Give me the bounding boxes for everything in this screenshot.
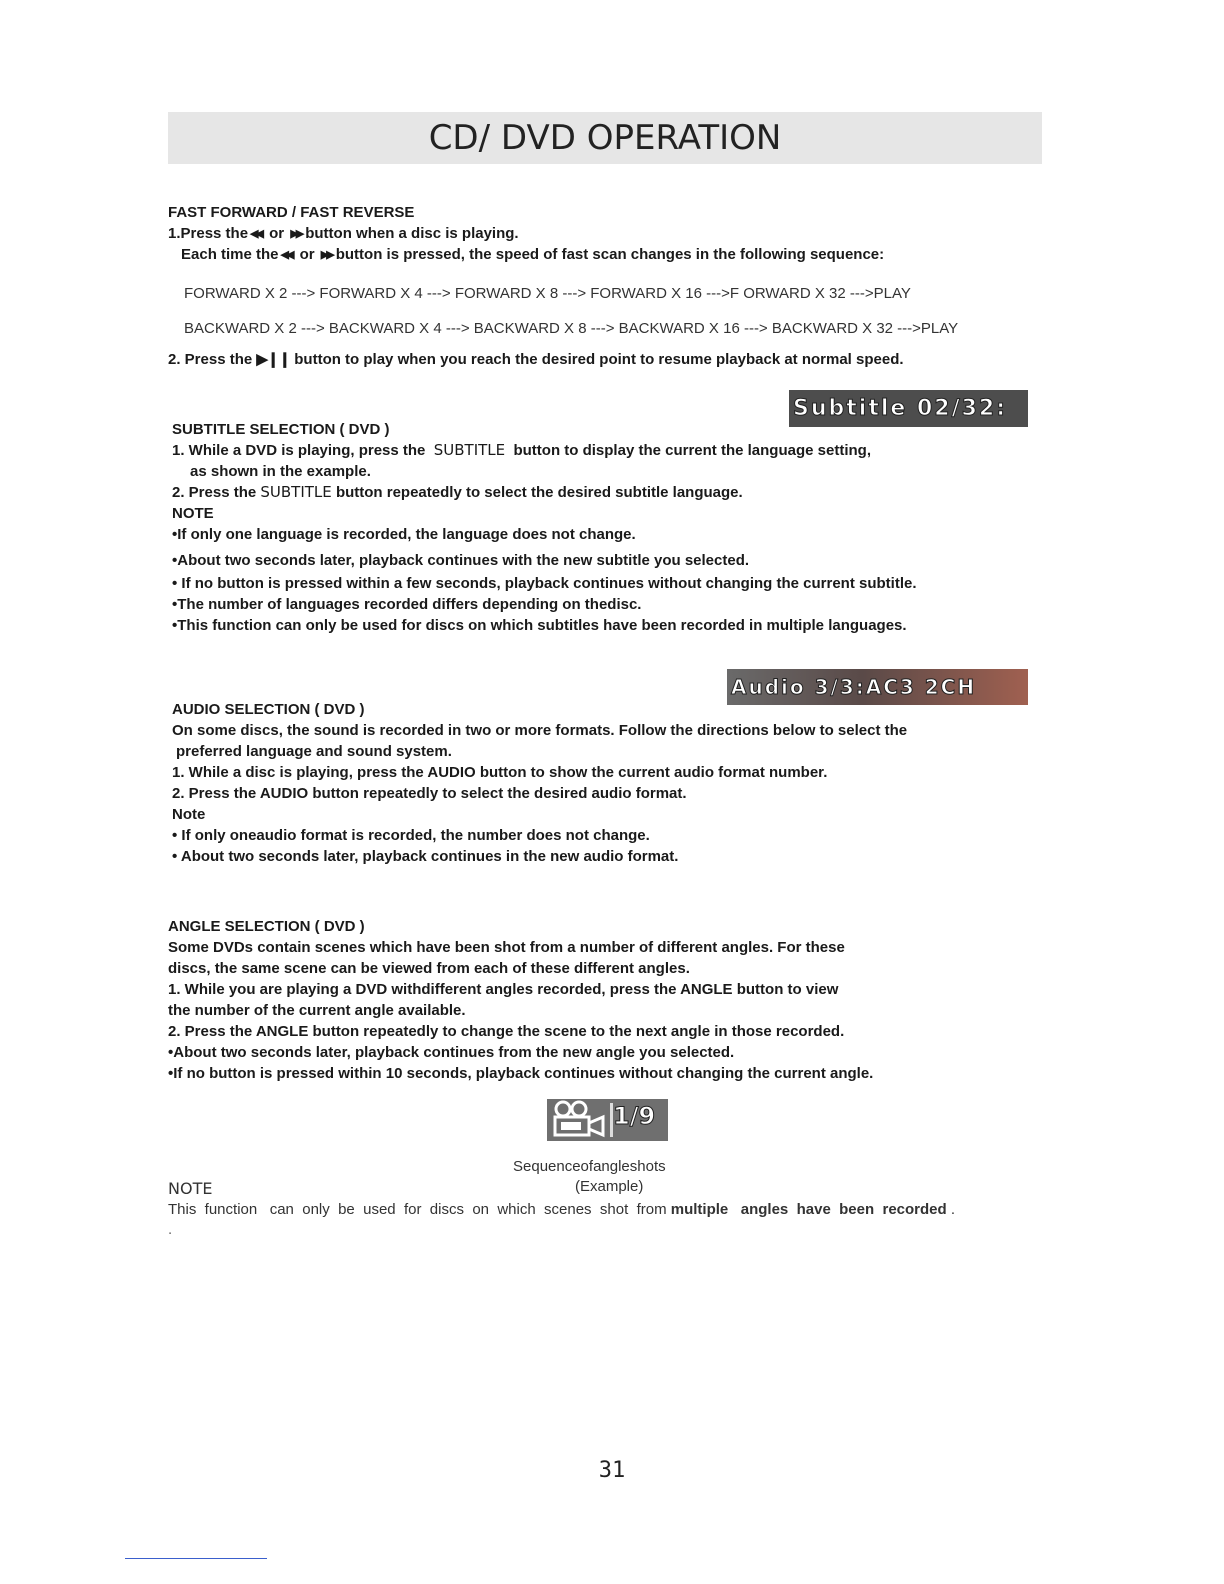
audio-heading: AUDIO SELECTION ( DVD ) <box>172 701 365 718</box>
ff-line2 <box>181 244 884 266</box>
ff-forward-sequence: FORWARD X 2 ---> FORWARD X 4 ---> FORWARD X 8 ---> FORWARD X 16 --->F ORWARD X 32 --->PLAY <box>184 285 911 302</box>
ff-backward-sequence: BACKWARD X 2 ---> BACKWARD X 4 ---> BACKWARD X 8 ---> BACKWARD X 16 ---> BACKWARD X 32 --->PLAY <box>184 320 959 337</box>
subtitle-step1-b: button to display the current the language setting, <box>513 442 871 459</box>
angle-note-2: •If no button is pressed within 10 seconds, playback continues without changing the current angle. <box>168 1065 874 1082</box>
angle-para-1: Some DVDs contain scenes which have been shot from a number of different angles. For these <box>168 939 845 956</box>
page-title: CD/ DVD OPERATION <box>428 118 782 158</box>
subtitle-step1-cont: as shown in the example. <box>190 463 371 480</box>
subtitle-step1-a: 1. While a DVD is playing, press the <box>172 442 426 459</box>
angle-note-text-a: This function can only be used for discs on which scenes shot from <box>168 1201 667 1218</box>
title-bar <box>168 112 1042 164</box>
audio-para-2: preferred language and sound system. <box>176 743 452 760</box>
subtitle-step2-b: button repeatedly to select the desired subtitle language. <box>335 484 743 501</box>
angle-step2: 2. Press the ANGLE button repeatedly to change the scene to the next angle in those recorded. <box>168 1023 845 1040</box>
fast-forward-icon: ▶▶ <box>320 249 332 261</box>
angle-note-label: NOTE <box>168 1179 213 1198</box>
subtitle-osd-example: Subtitle 02/32: <box>789 390 1028 427</box>
ff-step2 <box>168 349 904 370</box>
footer-rule <box>125 1558 267 1559</box>
subtitle-key-label: SUBTITLE <box>260 483 332 501</box>
subtitle-step2-a: 2. Press the <box>172 484 257 501</box>
angle-note-tail: . <box>950 1201 956 1218</box>
ff-line1-c: button when a disc is playing. <box>305 225 519 242</box>
stray-period: . <box>168 1221 173 1238</box>
audio-note-2: • About two seconds later, playback continues in the new audio format. <box>172 848 679 865</box>
subtitle-heading: SUBTITLE SELECTION ( DVD ) <box>172 421 390 438</box>
subtitle-key-label: SUBTITLE <box>433 441 506 459</box>
audio-osd-example: Audio 3/3:AC3 2CH <box>727 669 1028 705</box>
subtitle-note-4: •The number of languages recorded differs depending on thedisc. <box>172 596 642 613</box>
audio-step2: 2. Press the AUDIO button repeatedly to select the desired audio format. <box>172 785 687 802</box>
ff-line1-b: or <box>269 225 285 242</box>
angle-step1-cont: the number of the current angle available. <box>168 1002 466 1019</box>
angle-step1: 1. While you are playing a DVD withdifferent angles recorded, press the ANGLE button to view <box>168 981 839 998</box>
page-number: 31 <box>598 1458 626 1483</box>
ff-line2-a: Each time the <box>181 246 279 263</box>
play-pause-icon: ▶❙❙ <box>256 351 291 368</box>
angle-osd-number: 1/9 <box>613 1102 656 1130</box>
rewind-icon: ◀◀ <box>280 249 292 261</box>
ff-step2-b: button to play when you reach the desired point to resume playback at normal speed. <box>294 351 904 368</box>
rewind-icon: ◀◀ <box>250 228 261 240</box>
audio-step1: 1. While a disc is playing, press the AUDIO button to show the current audio format number. <box>172 764 828 781</box>
angle-note-text-b: multiple angles have been recorded <box>670 1201 947 1218</box>
subtitle-note-label: NOTE <box>172 505 214 522</box>
subtitle-note-2: •About two seconds later, playback continues with the new subtitle you selected. <box>172 552 750 569</box>
angle-osd-example <box>547 1099 668 1141</box>
angle-heading: ANGLE SELECTION ( DVD ) <box>168 918 365 935</box>
angle-caption-example: (Example) <box>575 1178 644 1195</box>
audio-note-1: • If only oneaudio format is recorded, the number does not change. <box>172 827 650 844</box>
subtitle-note-3: • If no button is pressed within a few seconds, playback continues without changing the current subtitle. <box>172 575 917 592</box>
angle-note-text <box>168 1199 955 1220</box>
subtitle-step1 <box>172 440 871 461</box>
ff-heading: FAST FORWARD / FAST REVERSE <box>168 204 415 221</box>
ff-line2-c: button is pressed, the speed of fast scan changes in the following sequence: <box>335 246 885 263</box>
ff-line1-a: 1.Press the <box>168 225 249 242</box>
audio-para-1: On some discs, the sound is recorded in two or more formats. Follow the directions below to select the <box>172 722 908 739</box>
subtitle-note-1: •If only one language is recorded, the language does not change. <box>172 526 636 543</box>
angle-caption: Sequenceofangleshots <box>513 1158 666 1175</box>
subtitle-note-5: •This function can only be used for discs on which subtitles have been recorded in multiple languages. <box>172 617 907 634</box>
angle-note-1: •About two seconds later, playback continues from the new angle you selected. <box>168 1044 735 1061</box>
camera-icon <box>549 1099 611 1141</box>
subtitle-step2 <box>172 482 743 503</box>
fast-forward-icon: ▶▶ <box>290 228 302 240</box>
angle-para-2: discs, the same scene can be viewed from each of these different angles. <box>168 960 690 977</box>
audio-note-label: Note <box>172 806 206 823</box>
ff-line1 <box>168 223 519 245</box>
ff-line2-b: or <box>299 246 315 263</box>
ff-step2-a: 2. Press the <box>168 351 253 368</box>
